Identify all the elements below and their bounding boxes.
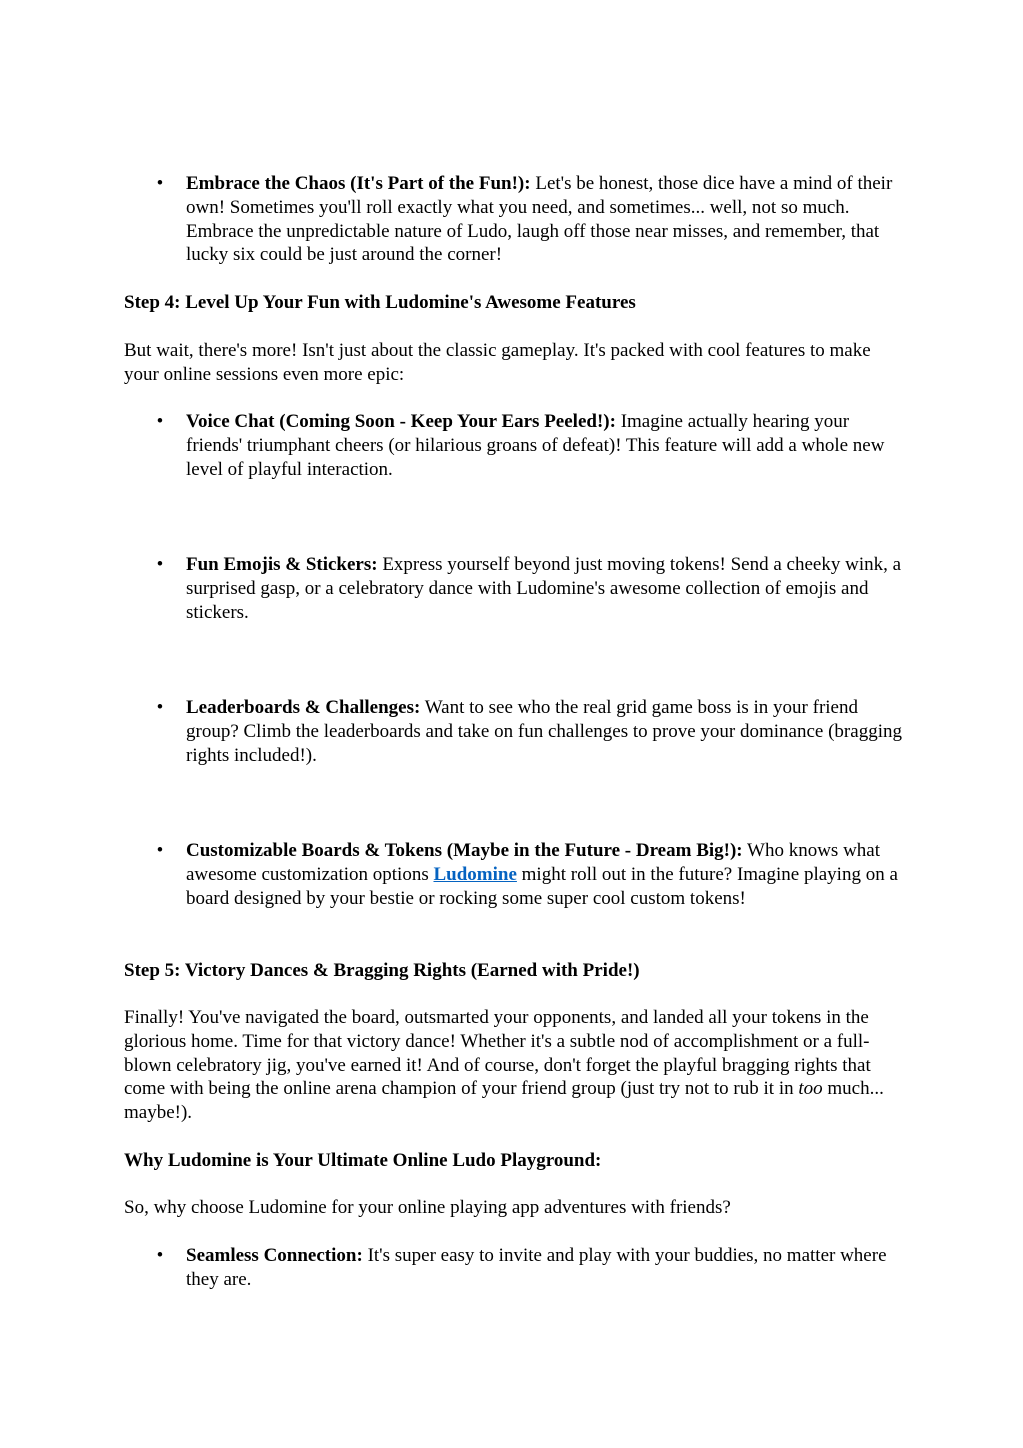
list-item-title: Embrace the Chaos (It's Part of the Fun!):	[186, 173, 531, 194]
list-item-embrace-chaos	[124, 172, 904, 268]
section-heading-step5: Step 5: Victory Dances & Bragging Rights (Earned with Pride!)	[124, 960, 640, 981]
list-item-text	[186, 410, 904, 481]
section-heading-step4: Step 4: Level Up Your Fun with Ludomine's Awesome Features	[124, 292, 636, 313]
list-item-body-continued: might roll out in the future? Imagine playing on a board designed by your bestie or rocking some super cool custom tokens!	[186, 863, 898, 909]
bullet-icon: •	[156, 697, 164, 718]
list-item-text	[186, 696, 904, 767]
list-item-title: Leaderboards & Challenges:	[186, 697, 421, 718]
list-item-customizable-boards	[124, 839, 904, 935]
list-item-body: Want to see who the real grid game boss is in your friend group? Climb the leaderboards and take on fun challenges to prove your dominance (bragging rights included!).	[186, 697, 902, 766]
paragraph-step4-intro: But wait, there's more! Isn't just about the classic gameplay. It's packed with cool features to make your online sessions even more epic:	[124, 340, 871, 385]
list-item-body: Let's be honest, those dice have a mind of their own! Sometimes you'll roll exactly what you need, and sometimes... well, not so much. Embrace the unpredictable nature of Ludo, laugh off those near misses, and remember, that lucky six could be just around the corner!	[186, 173, 893, 266]
list-item-title: Voice Chat (Coming Soon - Keep Your Ears Peeled!):	[186, 411, 616, 432]
paragraph-emphasis: too	[798, 1078, 823, 1100]
list-item-seamless-connection	[124, 1244, 904, 1292]
list-item-text	[186, 839, 904, 910]
list-item-text	[186, 172, 904, 267]
bullet-icon: •	[156, 554, 164, 575]
paragraph-step5-body	[124, 1006, 894, 1125]
list-item-body: Imagine actually hearing your friends' triumphant cheers (or hilarious groans of defeat)! This feature will add a whole new level of playful interaction.	[186, 411, 885, 480]
bullet-icon: •	[156, 411, 164, 432]
list-item-title: Seamless Connection:	[186, 1245, 363, 1266]
paragraph-why-intro: So, why choose Ludomine for your online playing app adventures with friends?	[124, 1197, 731, 1218]
list-item-leaderboards	[124, 696, 904, 768]
list-item-body: It's super easy to invite and play with your buddies, no matter where they are.	[186, 1245, 887, 1290]
bullet-icon: •	[156, 173, 164, 194]
paragraph-text-continued: much... maybe!).	[124, 1078, 884, 1124]
list-item-text	[186, 1244, 904, 1292]
section-heading-why-ludomine: Why Ludomine is Your Ultimate Online Ludo Playground:	[124, 1150, 602, 1171]
list-item-body: Express yourself beyond just moving tokens! Send a cheeky wink, a surprised gasp, or a celebratory dance with Ludomine's awesome collection of emojis and stickers.	[186, 554, 902, 623]
paragraph-text: Finally! You've navigated the board, outsmarted your opponents, and landed all your tokens in the glorious home. Time for that victory dance! Whether it's a subtle nod of accomplishment or a full-blown celebratory jig, you've earned it! And of course, don't forget the playful bragging rights that come with being the online arena champion of your friend group (just try not to rub it in	[124, 1007, 871, 1100]
list-item-body: Who knows what awesome customization options	[186, 840, 881, 885]
list-item-title: Customizable Boards & Tokens (Maybe in the Future - Dream Big!):	[186, 840, 743, 861]
list-item-text	[186, 553, 904, 624]
bullet-icon: •	[156, 840, 164, 861]
list-item-voice-chat	[124, 410, 904, 482]
ludomine-link[interactable]: Ludomine	[433, 863, 517, 885]
bullet-icon: •	[156, 1245, 164, 1266]
list-item-title: Fun Emojis & Stickers:	[186, 554, 378, 575]
list-item-emojis-stickers	[124, 553, 904, 625]
